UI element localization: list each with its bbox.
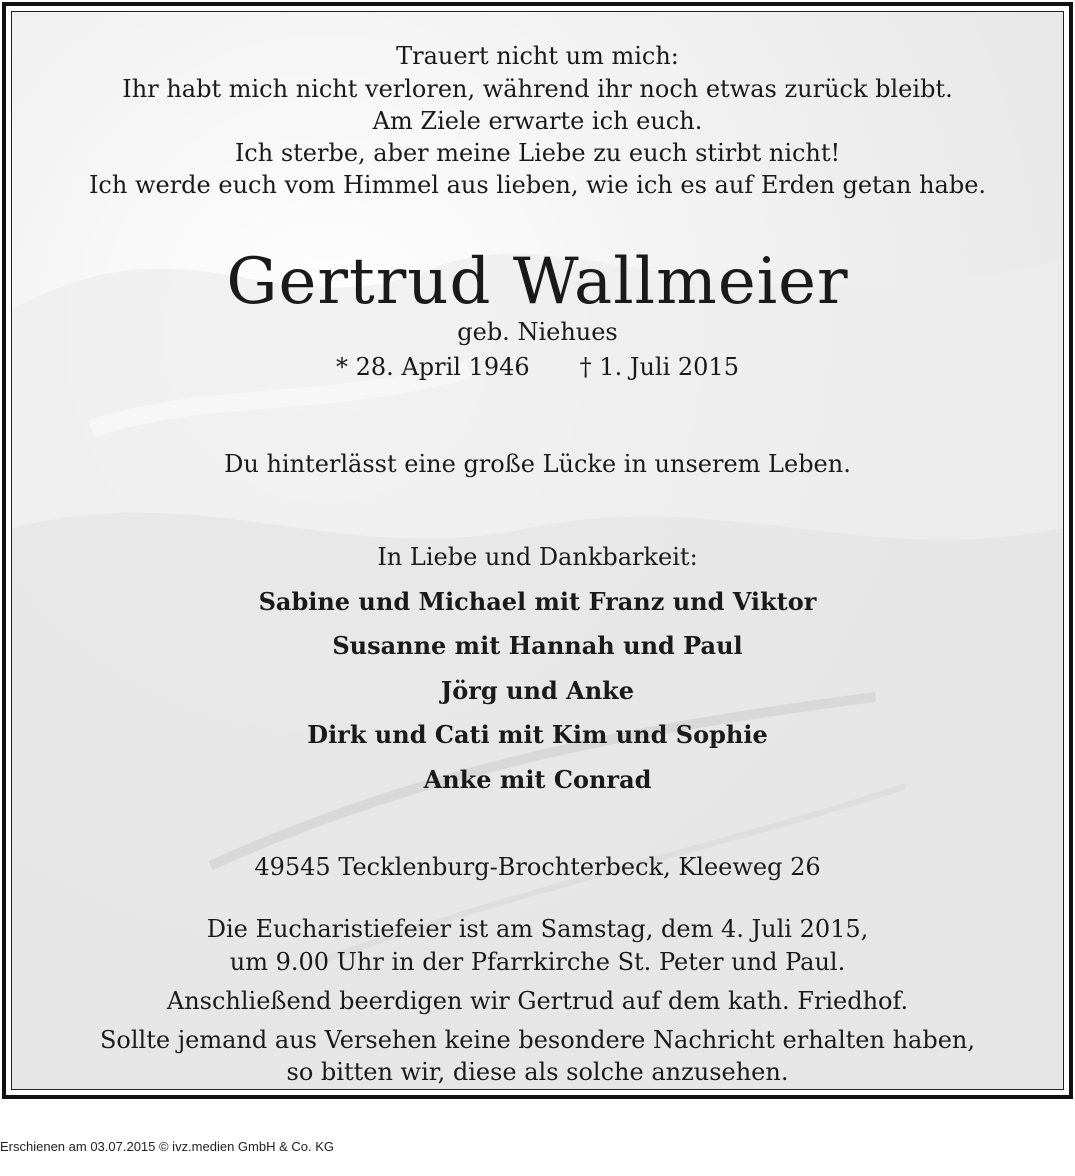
mourner-line: Dirk und Cati mit Kim und Sophie: [307, 720, 768, 749]
poem-line: Trauert nicht um mich:: [396, 42, 679, 70]
mourner-line: Sabine und Michael mit Franz und Viktor: [258, 587, 817, 616]
publication-footer: Erschienen am 03.07.2015 © ivz.medien GmbH & Co. KG: [0, 1139, 335, 1154]
tribute-text: Du hinterlässt eine große Lücke in unserem Leben.: [224, 450, 851, 478]
obituary-panel: [11, 11, 1064, 1090]
service-info-line: um 9.00 Uhr in der Pfarrkirche St. Peter und Paul.: [229, 948, 846, 976]
maiden-name: geb. Niehues: [457, 318, 618, 346]
poem-line: Am Ziele erwarte ich euch.: [372, 107, 703, 135]
mourner-line: Susanne mit Hannah und Paul: [332, 631, 743, 660]
life-dates: [12, 352, 1063, 382]
mourner-line: Jörg und Anke: [440, 676, 635, 705]
poem-line: Ihr habt mich nicht verloren, während ihr noch etwas zurück bleibt.: [122, 75, 953, 103]
obituary-content: [12, 12, 1063, 1089]
poem-line: Ich sterbe, aber meine Liebe zu euch stirbt nicht!: [234, 139, 841, 167]
birth-date: * 28. April 1946: [336, 353, 530, 381]
death-date: † 1. Juli 2015: [579, 353, 739, 381]
service-info-line: Die Eucharistiefeier ist am Samstag, dem 4. Juli 2015,: [206, 915, 869, 943]
poem-line: Ich werde euch vom Himmel aus lieben, wie ich es auf Erden getan habe.: [88, 171, 987, 199]
address: 49545 Tecklenburg-Brochterbeck, Kleeweg 26: [254, 853, 821, 881]
gratitude-intro: In Liebe und Dankbarkeit:: [377, 543, 698, 571]
obituary-frame: [2, 2, 1073, 1099]
mourner-line: Anke mit Conrad: [423, 765, 652, 794]
deceased-name: Gertrud Wallmeier: [226, 245, 849, 319]
service-info-line: Sollte jemand aus Versehen keine besondere Nachricht erhalten haben,: [99, 1026, 976, 1054]
service-info-line: Anschließend beerdigen wir Gertrud auf dem kath. Friedhof.: [166, 987, 909, 1015]
service-info-line: so bitten wir, diese als solche anzusehen.: [286, 1058, 789, 1086]
